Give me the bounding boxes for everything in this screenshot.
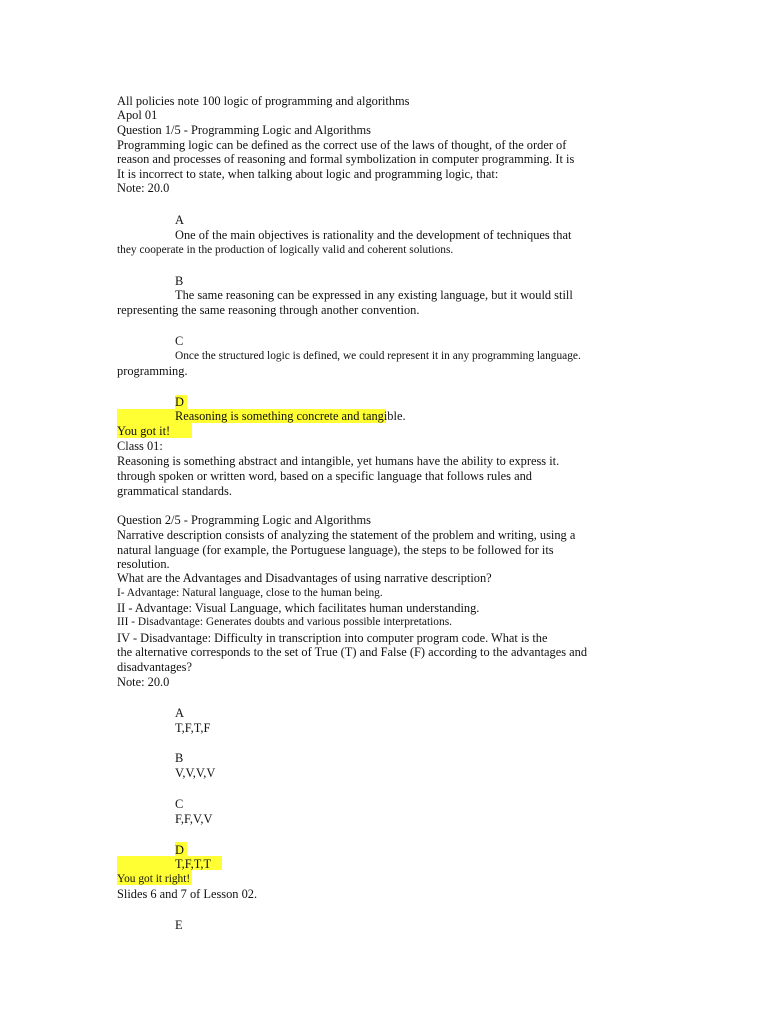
question-1-option-text: representing the same reasoning through another convention. (117, 303, 420, 317)
question-2-text-after-line: the alternative corresponds to the set of True (T) and False (F) according to the advantages and (117, 645, 588, 659)
question-1-option-letter: A (175, 213, 184, 227)
question-2-feedback: You got it right! (117, 873, 191, 885)
question-1-heading: Question 1/5 - Programming Logic and Algorithms (117, 123, 371, 137)
question-2-text-after-line: disadvantages? (117, 660, 193, 674)
question-1-class-ref: Class 01: (117, 439, 163, 453)
question-1-text-line: Programming logic can be defined as the correct use of the laws of thought, of the order of (117, 138, 567, 152)
question-2-text-line: resolution. (117, 557, 170, 571)
question-2-option-letter: E (175, 918, 183, 932)
question-1-option-text: Once the structured logic is defined, we could represent it in any programming language. (175, 350, 581, 362)
question-2-reference: Slides 6 and 7 of Lesson 02. (117, 887, 258, 901)
question-2-heading: Question 2/5 - Programming Logic and Algorithms (117, 513, 371, 527)
question-2-option-letter: C (175, 797, 184, 811)
question-2-item: IV - Disadvantage: Difficulty in transcription into computer program code. What is the (117, 631, 548, 645)
question-2-option-letter: B (175, 751, 184, 765)
question-2-option-value: T,F,T,F (175, 721, 211, 735)
question-1-option-text: they cooperate in the production of logically valid and coherent solutions. (117, 244, 454, 256)
question-1-option-text: programming. (117, 364, 188, 378)
question-1-explanation-line: grammatical standards. (117, 484, 232, 498)
document-subtitle: Apol 01 (117, 108, 158, 122)
question-2-option-value: V,V,V,V (175, 766, 216, 780)
question-1-text-line: reason and processes of reasoning and formal symbolization in computer programming. It is (117, 152, 575, 166)
question-2-text-line: natural language (for example, the Portuguese language), the steps to be followed for its (117, 543, 554, 557)
question-1-option-letter-correct: D (175, 395, 184, 409)
question-1-note: Note: 20.0 (117, 181, 170, 195)
question-1-option-letter: C (175, 334, 184, 348)
question-2-item: I- Advantage: Natural language, close to the human being. (117, 587, 383, 599)
question-2-option-value-correct: T,F,T,T (175, 857, 212, 871)
question-2-option-letter-correct: D (175, 843, 184, 857)
question-2-item: II - Advantage: Visual Language, which facilitates human understanding. (117, 601, 480, 615)
question-1-option-text-correct: Reasoning is something concrete and tangible. (175, 409, 406, 423)
question-1-option-letter: B (175, 274, 184, 288)
question-1-explanation-line: through spoken or written word, based on a specific language that follows rules and (117, 469, 532, 483)
question-1-option-text: The same reasoning can be expressed in any existing language, but it would still (175, 288, 573, 302)
document-title: All policies note 100 logic of programming and algorithms (117, 94, 410, 108)
question-2-text-line: What are the Advantages and Disadvantages of using narrative description? (117, 571, 492, 585)
question-2-option-value: F,F,V,V (175, 812, 213, 826)
question-1-feedback: You got it! (117, 424, 171, 438)
question-1-explanation-line: Reasoning is something abstract and intangible, yet humans have the ability to express it. (117, 454, 560, 468)
question-2-text-line: Narrative description consists of analyzing the statement of the problem and writing, using a (117, 528, 576, 542)
question-1-text-line: It is incorrect to state, when talking about logic and programming logic, that: (117, 167, 499, 181)
question-2-item: III - Disadvantage: Generates doubts and various possible interpretations. (117, 616, 452, 628)
question-2-note: Note: 20.0 (117, 675, 170, 689)
question-1-option-text: One of the main objectives is rationality and the development of techniques that (175, 228, 572, 242)
question-2-option-letter: A (175, 706, 184, 720)
